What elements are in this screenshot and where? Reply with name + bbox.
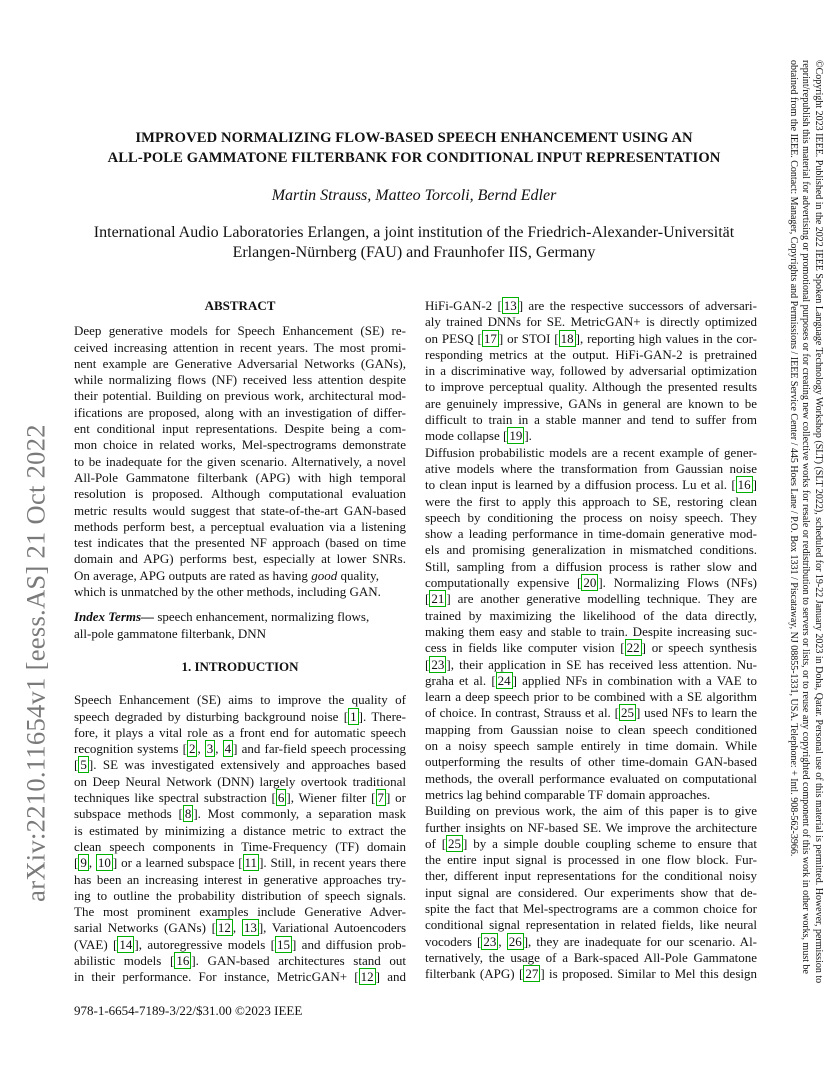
abstract-line: On average, APG outputs are rated as having good quality, <box>74 567 379 583</box>
citation-link[interactable]: 13 <box>243 920 257 936</box>
citation-link[interactable]: 13 <box>503 298 517 313</box>
abstract-line: their potential. Building on previous work, architectural mod- <box>74 388 406 404</box>
citation-link[interactable]: 16 <box>737 477 751 493</box>
citation-link[interactable]: 8 <box>184 806 192 822</box>
citation-link[interactable]: 26 <box>508 933 522 949</box>
abstract-line: All-Pole Gammatone filterbank (APG) with high temporal <box>74 469 406 485</box>
abstract-line: Deep generative models for Speech Enhancement (SE) re- <box>74 323 406 339</box>
abstract-line: while normalizing flows (NF) received less attention despite <box>74 372 406 388</box>
copyright-notice: ©Copyright 2023 IEEE. Published in the 2022 IEEE Spoken Language Technology Workshop (SLT) (SLT 2022), scheduled for 19-22 January 2023 in Doha, Qatar. Personal use of this material is permitted. However, permission to reprint/republish this material for advertising or promotional purposes or for creating new collective works for resale or redistribution to servers or lists, or to reuse any copyrighted component of this work in other works, must be obtained from the IEEE. Contact: Manager, Copyrights and Permissions / IEEE Service Center / 445 Hoes Lane / P.O. Box 1331 / Piscataway, NJ 08855-1331, USA. Telephone: + Intl. 908-562-3966. <box>787 60 824 984</box>
citation-link[interactable]: 15 <box>277 936 290 952</box>
abstract-line: mon choice in related works, Mel-spectrograms demonstrate <box>74 437 406 453</box>
citation-link[interactable]: 16 <box>176 952 190 968</box>
abstract-line: methods perform best, a perceptual evaluation via a listening <box>74 518 406 534</box>
citation-link[interactable]: 24 <box>497 672 511 688</box>
left-column <box>74 298 406 986</box>
citation-link[interactable]: 3 <box>206 741 214 757</box>
abstract-line: ceived increasing attention in recent years. The most promi- <box>74 339 406 355</box>
citation-link[interactable]: 10 <box>97 855 111 871</box>
abstract-body <box>74 323 406 600</box>
citation-link[interactable]: 27 <box>525 966 539 982</box>
authors: Martin Strauss, Matteo Torcoli, Bernd Edler <box>271 187 557 204</box>
abstract-good-emphasis: good <box>311 567 338 583</box>
affiliation-line-2: Erlangen-Nürnberg (FAU) and Fraunhofer IIS, Germany <box>232 244 596 261</box>
citation-link[interactable]: 12 <box>360 969 374 985</box>
citation-link[interactable]: 12 <box>217 920 231 936</box>
index-terms-label: Index Terms— <box>74 609 155 625</box>
isbn-footer: 978-1-6654-7189-3/22/$31.00 ©2023 IEEE <box>74 1003 303 1018</box>
citation-link[interactable]: 6 <box>277 790 285 806</box>
citation-link[interactable]: 20 <box>583 575 597 591</box>
citation-link[interactable]: 17 <box>483 330 497 346</box>
title-line-1: IMPROVED NORMALIZING FLOW-BASED SPEECH ENHANCEMENT USING AN <box>135 130 693 146</box>
paper-title <box>70 128 758 168</box>
abstract-line: nent example are Generative Adversarial Networks (GANs), <box>74 355 406 371</box>
citation-link[interactable]: 25 <box>448 835 462 851</box>
citation-link[interactable]: 19 <box>509 428 523 444</box>
abstract-line: test indicates that the presented NF approach (based on time <box>74 535 406 551</box>
citation-link[interactable]: 18 <box>560 330 574 346</box>
citation-link[interactable]: 14 <box>119 936 133 952</box>
arxiv-identifier: arXiv:2210.11654v1 [eess.AS] 21 Oct 2022 <box>20 424 51 902</box>
citation-link[interactable]: 9 <box>80 855 87 871</box>
citation-link[interactable]: 11 <box>244 855 258 871</box>
title-line-2: ALL-POLE GAMMATONE FILTERBANK FOR CONDITIONAL INPUT REPRESENTATION <box>107 150 721 166</box>
citation-link[interactable]: 25 <box>621 705 634 721</box>
affiliation-line-1: International Audio Laboratories Erlangen, a joint institution of the Friedrich-Alexander-Universität <box>93 224 735 241</box>
introduction-heading: 1. INTRODUCTION <box>181 658 299 674</box>
abstract-line: metric results would suggest that state-of-the-art GAN-based <box>74 502 406 518</box>
abstract-line: domain and APG) performs best, especially at lower SNRs. <box>74 551 406 567</box>
abstract-heading: ABSTRACT <box>204 298 276 313</box>
citation-link[interactable]: 1 <box>350 708 357 724</box>
citation-link[interactable]: 23 <box>483 933 497 949</box>
affiliation <box>70 223 758 263</box>
abstract-line: to be inadequate for the given scenario. Alternatively, a novel <box>74 453 406 469</box>
citation-link[interactable]: 7 <box>377 790 384 806</box>
citation-link[interactable]: 5 <box>80 757 87 773</box>
abstract-line: ifications are proposed, along with an investigation of differ- <box>74 404 406 420</box>
introduction-body: Speech Enhancement (SE) aims to improve the quality of speech degraded by disturbing background noise [ 1 ]. There- fore, it plays a vital role as a front end for automatic speech recognition systems [ 2 , 3 , 4 ] and far-field speech processing [ 5 ]. SE was investigated extensively and approaches based on Deep Neural Network (DNN) largely overtook traditional techniques like spectral substraction [ 6 ], Wiener filter [ 7 ] or subspace methods [ 8 ]. Most commonly, a separation mask is estimated by minimizing a distance metric to extract the clean speech components in Time-Frequency (TF) domain [ 9 , 10 ] or a learned subspace [ 11 ]. Still, in recent years there has been an increasing interest in generative approaches try- ing to outline the probability distribution of speech signals. The most prominent examples include Generative Adver- sarial Networks (GANs) [ 12 , 13 ], Variational Autoencoders (VAE) [ 14 ], autoregressive models [ 15 ] and diffusion prob- abilistic models [ 16 ]. GAN-based architectures stand out in their performance. For instance, MetricGAN+ [ 12 ] and <box>74 692 407 985</box>
citation-link[interactable]: 2 <box>188 741 196 757</box>
abstract-line: ent conditional input representations. Despite being a com- <box>74 421 406 437</box>
abstract-line: which is unmatched by the other methods, including GAN. <box>74 584 381 600</box>
citation-link[interactable]: 4 <box>224 741 232 757</box>
citation-link[interactable]: 21 <box>431 591 445 607</box>
index-terms: Index Terms— speech enhancement, normalizing flows, all-pole gammatone filterbank, DNN <box>74 609 370 641</box>
citation-link[interactable]: 23 <box>431 656 445 672</box>
right-column: HiFi-GAN-2 [ 13 ] are the respective successors of adversari- aly trained DNNs for SE. MetricGAN+ is directly optimized on PESQ [ 17 ] or STOI [ 18 ], reporting high values in the cor- responding metrics at the output. HiFi-GAN-2 is pretrained in a discriminative way, followed by adversarial optimization to improve perceptual quality. Although the presented results are genuinely impressive, GANs in general are known to be difficult to train in a stable manner and tend to suffer from mode collapse [ 19 ]. Diffusion probabilistic models are a recent example of gener- ative models where the transformation from Gaussian noise to clean input is learned by a diffusion process. Lu et al. [ 16 ] were the first to apply this approach to SE, restoring clean speech by conditioning the process on noisy speech. They show a leading performance in time-domain generative mod- els and promising generalization in mismatched conditions. Still, sampling from a diffusion process is rather slow and computationally expensive [ 20 ]. Normalizing Flows (NFs) [ 21 ] are another generative modelling technique. They are trained by maximizing the likelihood of the data directly, making them easy and stable to train. Despite increasing suc- cess in fields like computer vision [ 22 ] or speech synthesis [ 23 ], their application in SE has received less attention. Nu- graha et al. [ 24 ] applied NFs in combination with a VAE to learn a deep speech prior to be combined with a SE algorithm of choice. In contrast, Strauss et al. [ 25 ] used NFs to learn the mapping from Gaussian noise to clean speech conditioned on a noisy speech sample entirely in time domain. While outperforming the results of other time-domain GAN-based methods, the overall performance evaluated on computational metrics lag behind comparable TF domain approaches. Building on previous work, the aim of this paper is to give further insights on NF-based SE. We improve the architecture of [ 25 ] by a simple double coupling scheme to ensure that the entire input signal is processed in one flow block. Fur- ther, different input representations for the conditional noisy input signal are considered. Our experiments show that de- spite the fact that Mel-spectrograms are a common choice for conditional signal representation in related fields, like neural vocoders [ 23 , 26 ], they are inadequate for our scenario. Al- ternatively, the usage of a Bark-spaced All-Pole Gammatone filterbank (APG) [ 27 ] is proposed. Similar to Mel this design <box>425 298 758 982</box>
citation-link[interactable]: 22 <box>626 640 640 656</box>
abstract-line: resolution is proposed. Although computational evaluation <box>74 486 406 502</box>
